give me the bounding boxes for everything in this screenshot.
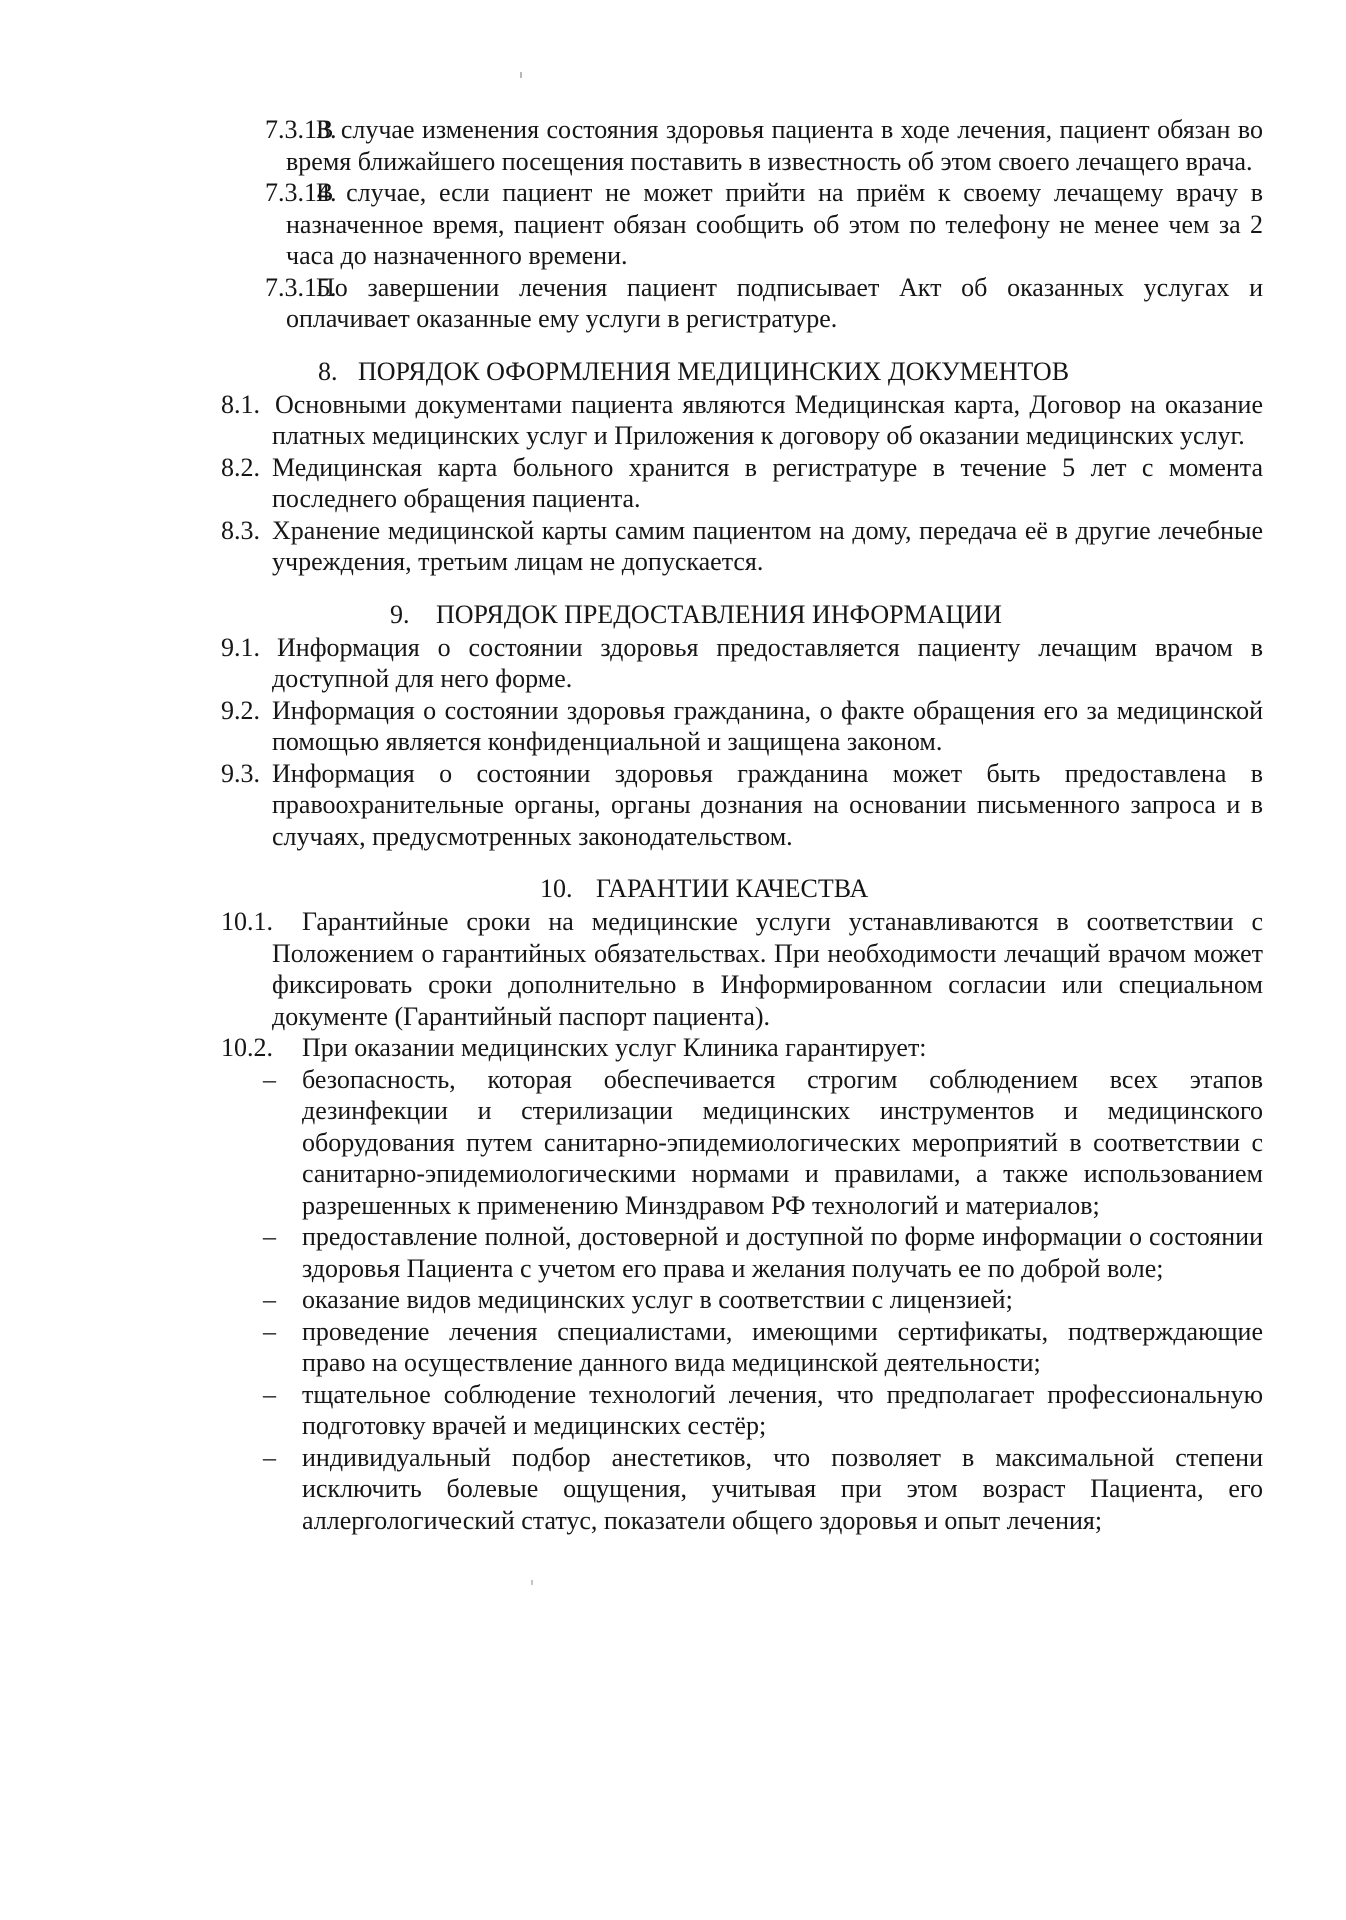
clause-number: 10.1. — [221, 907, 273, 936]
guarantee-bullet — [0, 1284, 1263, 1316]
clause-9-2 — [0, 695, 1263, 758]
bullet-text: предоставление полной, достоверной и доступной по форме информации о состоянии здоровья Пациента с учетом его права и желания получать ее по доброй воле; — [302, 1222, 1263, 1283]
guarantee-bullet — [0, 1316, 1263, 1379]
clause-10-2 — [0, 1032, 1263, 1064]
clause-text: По завершении лечения пациент подписывает Акт об оказанных услугах и оплачивает оказанные ему услуги в регистратуре. — [286, 272, 1263, 333]
section-number: 8. — [318, 356, 338, 386]
clause-7-3-14 — [0, 177, 1263, 272]
clause-7-3-15 — [0, 272, 1263, 335]
bullet-text: проведение лечения специалистами, имеющими сертификаты, подтверждающие право на осуществление данного вида медицинской деятельности; — [302, 1316, 1263, 1377]
clause-number: 7.3.13. — [265, 115, 337, 144]
clause-text: Информация о состоянии здоровья предоставляется пациенту лечащим врачом в доступной для него форме. — [272, 632, 1263, 693]
section-title: ГАРАНТИИ КАЧЕСТВА — [596, 874, 869, 903]
document-body — [0, 114, 1346, 1536]
clause-text: При оказании медицинских услуг Клиника гарантирует: — [302, 1033, 927, 1062]
clause-number: 9.2. — [221, 695, 260, 725]
clause-8-1 — [0, 389, 1263, 452]
clause-text: В случае изменения состояния здоровья пациента в ходе лечения, пациент обязан во время ближайшего посещения поставить в известность об этом своего лечащего врача. — [286, 115, 1263, 176]
bullet-dash: – — [263, 1064, 276, 1094]
section-9-heading — [0, 594, 1346, 632]
bullet-text: безопасность, которая обеспечивается строгим соблюдением всех этапов дезинфекции и стерилизации медицинских инструментов и медицинского оборудования путем санитарно-эпидемиологических мероприятий в соответствии с санитарно-эпидемиологическими нормами и правилами, а также использованием разрешенных к применению Минздравом РФ технологий и материалов; — [302, 1064, 1263, 1220]
bullet-dash: – — [263, 1442, 276, 1472]
clause-number: 8.2. — [221, 452, 260, 482]
clause-number: 8.3. — [221, 515, 260, 545]
clause-number: 9.3. — [221, 758, 260, 788]
clause-10-1 — [0, 906, 1263, 1032]
section-title: ПОРЯДОК ОФОРМЛЕНИЯ МЕДИЦИНСКИХ ДОКУМЕНТОВ — [358, 356, 1070, 386]
clause-7-3-13 — [0, 114, 1263, 177]
clause-text: Информация о состоянии здоровья гражданина, о факте обращения его за медицинской помощью является конфиденциальной и защищена законом. — [272, 695, 1263, 756]
clause-text: Хранение медицинской карты самим пациентом на дому, передача её в другие лечебные учреждения, третьим лицам не допускается. — [272, 515, 1263, 576]
clause-text: Медицинская карта больного хранится в регистратуре в течение 5 лет с момента последнего обращения пациента. — [272, 452, 1263, 513]
clause-8-3 — [0, 515, 1263, 578]
bullet-text: оказание видов медицинских услуг в соответствии с лицензией; — [302, 1285, 1013, 1314]
clause-text: Информация о состоянии здоровья гражданина может быть предоставлена в правоохранительные органы, органы дознания на основании письменного запроса и в случаях, предусмотренных законодательством. — [272, 758, 1263, 851]
clause-number: 7.3.15. — [265, 272, 337, 302]
bullet-dash: – — [263, 1316, 276, 1346]
clause-number: 8.1. — [221, 389, 260, 419]
clause-text: В случае, если пациент не может прийти на приём к своему лечащему врачу в назначенное время, пациент обязан сообщить об этом по телефону не менее чем за 2 часа до назначенного времени. — [286, 178, 1263, 270]
section-number: 9. — [390, 599, 410, 629]
clause-text: Гарантийные сроки на медицинские услуги устанавливаются в соответствии с Положением о гарантийных обязательствах. При необходимости лечащий врачом может фиксировать сроки дополнительно в Информированном согласии или специальном документе (Гарантийный паспорт пациента). — [272, 907, 1263, 1031]
clause-number: 9.1. — [221, 632, 260, 662]
section-10-heading — [0, 868, 1346, 906]
clause-9-1 — [0, 632, 1263, 695]
clause-8-2 — [0, 452, 1263, 515]
clause-text: Основными документами пациента являются Медицинская карта, Договор на оказание платных медицинских услуг и Приложения к договору об оказании медицинских услуг. — [272, 389, 1263, 450]
bullet-text: тщательное соблюдение технологий лечения, что предполагает профессиональную подготовку врачей и медицинских сестёр; — [302, 1379, 1263, 1440]
section-number: 10. — [540, 874, 573, 903]
clause-number: 10.2. — [221, 1033, 273, 1062]
guarantee-bullet — [0, 1064, 1263, 1222]
bullet-text: индивидуальный подбор анестетиков, что позволяет в максимальной степени исключить болевые ощущения, учитывая при этом возраст Пациента, его аллергологический статус, показатели общего здоровья и опыт лечения; — [302, 1442, 1263, 1535]
section-8-heading — [0, 351, 1346, 389]
guarantee-bullet — [0, 1442, 1263, 1537]
scan-speck — [520, 72, 522, 78]
scan-speck — [531, 1580, 533, 1585]
guarantee-bullet — [0, 1221, 1263, 1284]
bullet-dash: – — [263, 1379, 276, 1409]
bullet-dash: – — [263, 1285, 276, 1314]
bullet-dash: – — [263, 1222, 276, 1251]
section-title: ПОРЯДОК ПРЕДОСТАВЛЕНИЯ ИНФОРМАЦИИ — [436, 599, 1002, 629]
clause-9-3 — [0, 758, 1263, 853]
clause-number: 7.3.14. — [265, 178, 337, 207]
guarantee-bullet — [0, 1379, 1263, 1442]
